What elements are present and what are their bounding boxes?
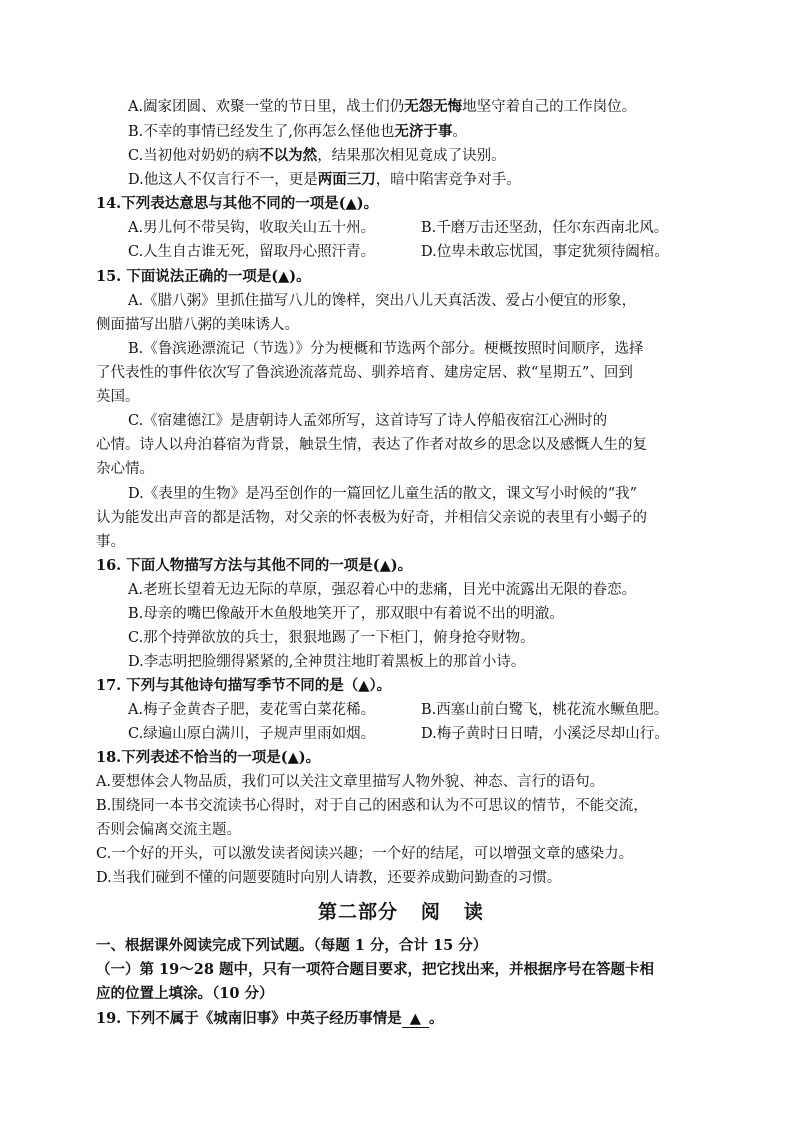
q17-option-d: D.梅子黄时日日晴，小溪泛尽却山行。 [421, 726, 669, 742]
q18-option-b-line2: 否则会偏离交流主题。 [96, 822, 241, 838]
q13-c-keyword: 不以为然 [259, 147, 318, 164]
answer-mark-icon: ▲ [278, 268, 290, 285]
q14-option-a: A.男儿何不带吴钩，收取关山五十州。 [128, 220, 376, 236]
q15-option-d-line3: 事。 [96, 534, 125, 550]
q17-option-b: B.西塞山前白鹭飞，桃花流水鳜鱼肥。 [421, 702, 669, 718]
q15-option-c-line2: 心情。诗人以舟泊暮宿为背景，触景生情，表达了作者对故乡的思念以及感慨人生的复 [96, 437, 647, 453]
q17-option-c: C.绿遍山原白满川，子规声里雨如烟。 [128, 726, 376, 742]
answer-mark-icon: ▲ [287, 749, 299, 766]
q16-option-b: B.母亲的嘴巴像敲开木鱼般地笑开了，那双眼中有着说不出的明澈。 [128, 606, 564, 622]
q18-option-c: C.一个好的开头，可以激发读者阅读兴趣；一个好的结尾，可以增强文章的感染力。 [96, 846, 634, 862]
q15-option-d-line1: D.《表里的生物》是冯至创作的一篇回忆儿童生活的散文，课文写小时候的“我” [128, 486, 638, 502]
q18-stem: 18.下列表述不恰当的一项是(▲)。 [96, 749, 321, 766]
q15-option-d-line2: 认为能发出声音的都是活物，对父亲的怀表极为好奇，并相信父亲说的表里有小蝎子的 [96, 510, 647, 526]
q15-option-c-line1: C.《宿建德江》是唐朝诗人孟郊所写，这首诗写了诗人停船夜宿江心洲时的 [128, 413, 608, 429]
q15-option-c-line3: 杂心情。 [96, 461, 154, 477]
q18-option-a: A.要想体会人物品质，我们可以关注文章里描写人物外貌、神态、言行的语句。 [96, 774, 605, 790]
q15-stem: 15. 下面说法正确的一项是(▲)。 [96, 268, 311, 285]
q14-option-c: C.人生自古谁无死，留取丹心照汗青。 [128, 244, 376, 260]
q13-option-c: C.当初他对奶奶的病不以为然，结果那次相见竟成了诀别。 [128, 147, 506, 164]
answer-mark-icon: ▲ [409, 1010, 421, 1027]
q17-stem: 17. 下列与其他诗句描写季节不同的是（▲）。 [96, 677, 392, 694]
q16-option-d: D.李志明把脸绷得紧紧的,全神贯注地盯着黑板上的那首小诗。 [128, 654, 526, 670]
q15-option-a-line1: A.《腊八粥》里抓住描写八儿的馋样，突出八儿天真活泼、爱占小便宜的形象， [128, 293, 637, 309]
q15-option-b-line1: B.《鲁滨逊漂流记（节选）》分为梗概和节选两个部分。梗概按照时间顺序，选择 [128, 341, 644, 357]
q15-option-a-line2: 侧面描写出腊八粥的美味诱人。 [96, 317, 299, 333]
q14-option-d: D.位卑未敢忘忧国，事定犹须待阖棺。 [421, 244, 669, 260]
q19-answer-blank [402, 1011, 429, 1028]
q14-option-b: B.千磨万击还坚劲，任尔东西南北风。 [421, 220, 669, 236]
q16-option-a: A.老班长望着无边无际的草原，强忍着心中的悲痛，目光中流露出无限的眷恋。 [128, 582, 637, 598]
q14-stem: 14.下列表达意思与其他不同的一项是(▲)。 [96, 195, 379, 212]
q13-option-a: A.阖家团圆、欢聚一堂的节日里，战士们仍无怨无悔地坚守着自己的工作岗位。 [128, 98, 637, 115]
q16-stem: 16. 下面人物描写方法与其他不同的一项是(▲)。 [96, 557, 413, 574]
q13-a-keyword: 无怨无悔 [404, 98, 463, 115]
q13-option-b: B.不幸的事情已经发生了,你再怎么怪他也无济于事。 [128, 123, 467, 140]
answer-mark-icon: ▲ [358, 677, 370, 694]
q13-option-d: D.他这人不仅言行不一，更是两面三刀，暗中陷害竞争对手。 [128, 171, 521, 188]
q15-option-b-line3: 英国。 [96, 389, 140, 405]
q16-option-c: C.那个持弹欲放的兵士，狠狠地踢了一下柜门，俯身抢夺财物。 [128, 630, 535, 646]
subsection1-instructions-line1: （一）第 19～28 题中，只有一项符合题目要求，把它找出来，并根据序号在答题卡相 [96, 961, 654, 978]
q15-option-b-line2: 了代表性的事件依次写了鲁滨逊流落荒岛、驯养培育、建房定居、救“星期五”、回到 [96, 365, 633, 381]
subsection1-instructions-line2: 应的位置上填涂。（10 分） [96, 985, 274, 1002]
q18-option-b-line1: B.围绕同一本书交流读书心得时，对于自己的困惑和认为不可思议的情节，不能交流， [96, 798, 648, 814]
q17-option-a: A.梅子金黄杏子肥，麦花雪白菜花稀。 [128, 702, 376, 718]
q13-d-keyword: 两面三刀 [317, 171, 376, 188]
answer-mark-icon: ▲ [379, 557, 391, 574]
part2-title: 第二部分 阅 读 [318, 901, 484, 923]
q13-b-keyword: 无济于事 [394, 123, 453, 140]
answer-mark-icon: ▲ [345, 195, 357, 212]
q19-stem: 19. 下列不属于《城南旧事》中英子经历事情是 ▲ 。 [96, 1010, 444, 1027]
section1-heading: 一、根据课外阅读完成下列试题。（每题 1 分，合计 15 分） [96, 937, 488, 954]
q18-option-d: D.当我们碰到不懂的问题要随时向别人请教，还要养成勤问勤查的习惯。 [96, 870, 562, 886]
